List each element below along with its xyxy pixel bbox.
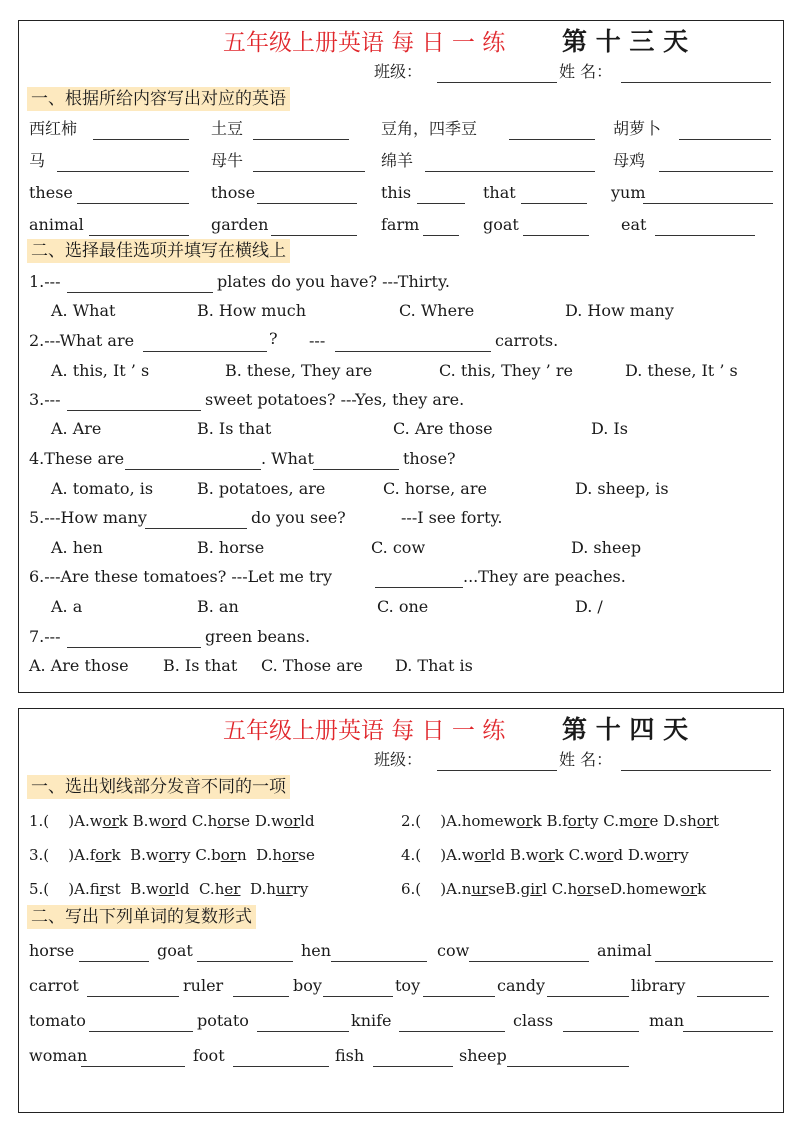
answer-paren[interactable]: ) bbox=[68, 846, 75, 864]
option[interactable]: C. Those are bbox=[261, 656, 363, 675]
answer-blank[interactable] bbox=[57, 171, 189, 172]
answer-blank[interactable] bbox=[89, 1031, 193, 1032]
answer-paren[interactable]: ) bbox=[68, 880, 75, 898]
question-number: 2.( bbox=[401, 812, 422, 830]
question-text: sweet potatoes? ---Yes, they are. bbox=[205, 390, 465, 409]
answer-blank[interactable] bbox=[399, 1031, 505, 1032]
option[interactable]: C. horse, are bbox=[383, 479, 487, 498]
answer-paren[interactable]: ) bbox=[440, 812, 447, 830]
plural-word: knife bbox=[351, 1011, 392, 1030]
vocab-word: 胡萝卜 bbox=[613, 119, 662, 138]
plural-word: toy bbox=[395, 976, 421, 995]
answer-blank[interactable] bbox=[145, 528, 247, 529]
phonics-question: 1.( )A.work B.word C.horse D.world bbox=[29, 812, 315, 830]
plural-word: class bbox=[513, 1011, 554, 1030]
vocab-word: animal bbox=[29, 215, 84, 234]
vocab-word: 母牛 bbox=[211, 151, 244, 170]
plural-word: fish bbox=[335, 1046, 365, 1065]
answer-blank[interactable] bbox=[331, 961, 427, 962]
day-label: 第 十 四 天 bbox=[562, 715, 689, 744]
question-text: . What bbox=[261, 449, 314, 468]
option[interactable]: D. sheep, is bbox=[575, 479, 669, 498]
vocab-word: 西红柿 bbox=[29, 119, 78, 138]
question-text: 5.---How many bbox=[29, 508, 147, 527]
question-text: 7.--- bbox=[29, 627, 61, 646]
section-heading: 二、写出下列单词的复数形式 bbox=[27, 905, 256, 929]
answer-blank[interactable] bbox=[547, 996, 629, 997]
answer-blank[interactable] bbox=[697, 996, 769, 997]
answer-blank[interactable] bbox=[521, 203, 587, 204]
plural-word: sheep bbox=[459, 1046, 507, 1065]
question-number: 4.( bbox=[401, 846, 422, 864]
answer-blank[interactable] bbox=[233, 996, 289, 997]
class-label: 班级： bbox=[374, 62, 423, 81]
plural-word: horse bbox=[29, 941, 75, 960]
phonics-question: 3.( )A.fork B.worry C.born D.horse bbox=[29, 846, 315, 864]
answer-blank[interactable] bbox=[563, 1031, 639, 1032]
option[interactable]: A. tomato, is bbox=[51, 479, 154, 498]
phonics-question: 5.( )A.first B.world C.her D.hurry bbox=[29, 880, 309, 898]
answer-blank[interactable] bbox=[323, 996, 393, 997]
plural-word: woman bbox=[29, 1046, 88, 1065]
section-heading: 一、根据所给内容写出对应的英语 bbox=[27, 87, 290, 111]
plural-word: man bbox=[649, 1011, 685, 1030]
plural-word: hen bbox=[301, 941, 332, 960]
answer-blank[interactable] bbox=[643, 203, 773, 204]
option[interactable]: D. sheep bbox=[571, 538, 642, 557]
answer-blank[interactable] bbox=[683, 1031, 773, 1032]
question-number: 6.( bbox=[401, 880, 422, 898]
answer-blank[interactable] bbox=[655, 235, 755, 236]
question-text: do you see? bbox=[251, 508, 346, 527]
worksheet-day-14 bbox=[18, 708, 784, 1113]
answer-blank[interactable] bbox=[417, 203, 465, 204]
answer-blank[interactable] bbox=[335, 351, 491, 352]
plural-word: boy bbox=[293, 976, 322, 995]
option[interactable]: D. Is bbox=[591, 419, 628, 438]
answer-blank[interactable] bbox=[93, 139, 189, 140]
vocab-word: 绵羊 bbox=[381, 151, 414, 170]
worksheet-title: 五年级上册英语 每 日 一 练 bbox=[223, 30, 506, 56]
vocab-word: those bbox=[211, 183, 256, 202]
worksheet-day-13 bbox=[18, 20, 784, 693]
question-text: 1.--- bbox=[29, 272, 61, 291]
name-label: 姓 名： bbox=[559, 62, 613, 81]
answer-blank[interactable] bbox=[79, 961, 149, 962]
plural-word: animal bbox=[597, 941, 652, 960]
answer-blank[interactable] bbox=[425, 171, 595, 172]
option[interactable]: C. Are those bbox=[393, 419, 493, 438]
option[interactable]: B. Is that bbox=[197, 419, 272, 438]
section-heading: 二、选择最佳选项并填写在横线上 bbox=[27, 239, 290, 263]
question-text: ? bbox=[269, 329, 278, 348]
vocab-word: yum bbox=[611, 183, 646, 202]
name-blank[interactable] bbox=[621, 770, 771, 771]
worksheet-title: 五年级上册英语 每 日 一 练 bbox=[223, 718, 506, 744]
answer-blank[interactable] bbox=[523, 235, 589, 236]
option[interactable]: A. Are bbox=[51, 419, 102, 438]
question-text: green beans. bbox=[205, 627, 311, 646]
answer-blank[interactable] bbox=[423, 996, 495, 997]
answer-blank[interactable] bbox=[423, 235, 459, 236]
option[interactable]: A. hen bbox=[51, 538, 103, 557]
vocab-word: 土豆 bbox=[211, 119, 244, 138]
class-blank[interactable] bbox=[437, 770, 557, 771]
answer-paren[interactable]: ) bbox=[440, 880, 447, 898]
option[interactable]: C. cow bbox=[371, 538, 426, 557]
day-label: 第 十 三 天 bbox=[562, 27, 689, 56]
name-blank[interactable] bbox=[621, 82, 771, 83]
option[interactable]: A. this, It ’ s bbox=[51, 361, 150, 380]
option[interactable]: A. a bbox=[51, 597, 83, 616]
option[interactable]: A. What bbox=[51, 301, 116, 320]
class-label: 班级： bbox=[374, 750, 423, 769]
class-blank[interactable] bbox=[437, 82, 557, 83]
answer-blank[interactable] bbox=[659, 171, 773, 172]
answer-blank[interactable] bbox=[253, 139, 349, 140]
answer-blank[interactable] bbox=[77, 203, 189, 204]
section-heading: 一、选出划线部分发音不同的一项 bbox=[27, 775, 290, 799]
question-text: carrots. bbox=[495, 331, 559, 350]
phonics-question: 2.( )A.homework B.forty C.more D.short bbox=[401, 812, 719, 830]
answer-blank[interactable] bbox=[509, 139, 595, 140]
answer-blank[interactable] bbox=[271, 235, 357, 236]
plural-word: potato bbox=[197, 1011, 249, 1030]
answer-blank[interactable] bbox=[233, 1066, 329, 1067]
option[interactable]: C. one bbox=[377, 597, 429, 616]
option[interactable]: D. / bbox=[575, 597, 603, 616]
answer-blank[interactable] bbox=[313, 469, 399, 470]
plural-word: carrot bbox=[29, 976, 79, 995]
answer-blank[interactable] bbox=[143, 351, 267, 352]
question-text: 6.---Are these tomatoes? ---Let me try bbox=[29, 567, 333, 586]
option[interactable]: A. Are those bbox=[29, 656, 129, 675]
phonics-question: 6.( )A.nurseB.girl C.horseD.homework bbox=[401, 880, 707, 898]
phonics-question: 4.( )A.world B.work C.word D.worry bbox=[401, 846, 689, 864]
vocab-word: garden bbox=[211, 215, 269, 234]
name-label: 姓 名： bbox=[559, 750, 613, 769]
vocab-word: these bbox=[29, 183, 73, 202]
vocab-word: farm bbox=[381, 215, 420, 234]
vocab-word: 马 bbox=[29, 151, 46, 170]
answer-blank[interactable] bbox=[89, 235, 189, 236]
question-text: 3.--- bbox=[29, 390, 61, 409]
option[interactable]: B. How much bbox=[197, 301, 307, 320]
option[interactable]: B. an bbox=[197, 597, 239, 616]
answer-blank[interactable] bbox=[81, 1066, 185, 1067]
answer-blank[interactable] bbox=[67, 410, 201, 411]
answer-paren[interactable]: ) bbox=[440, 846, 447, 864]
question-number: 3.( bbox=[29, 846, 50, 864]
plural-word: candy bbox=[497, 976, 546, 995]
option[interactable]: C. this, They ’ re bbox=[439, 361, 573, 380]
answer-blank[interactable] bbox=[679, 139, 771, 140]
vocab-word: 母鸡 bbox=[613, 151, 646, 170]
question-text: 2.---What are bbox=[29, 331, 135, 350]
question-number: 1.( bbox=[29, 812, 50, 830]
question-text: those? bbox=[403, 449, 456, 468]
option[interactable]: C. Where bbox=[399, 301, 475, 320]
vocab-word: goat bbox=[483, 215, 519, 234]
option[interactable]: B. horse bbox=[197, 538, 265, 557]
vocab-word: that bbox=[483, 183, 516, 202]
answer-blank[interactable] bbox=[507, 1066, 629, 1067]
vocab-word: eat bbox=[621, 215, 647, 234]
vocab-word: 豆角，四季豆 bbox=[381, 119, 478, 138]
answer-blank[interactable] bbox=[373, 1066, 453, 1067]
option[interactable]: B. Is that bbox=[163, 656, 238, 675]
answer-blank[interactable] bbox=[67, 292, 213, 293]
question-text: ...They are peaches. bbox=[463, 567, 626, 586]
answer-blank[interactable] bbox=[253, 171, 365, 172]
answer-paren[interactable]: ) bbox=[68, 812, 75, 830]
plural-word: library bbox=[631, 976, 686, 995]
answer-blank[interactable] bbox=[197, 961, 293, 962]
answer-blank[interactable] bbox=[125, 469, 261, 470]
vocab-word: this bbox=[381, 183, 412, 202]
plural-word: goat bbox=[157, 941, 193, 960]
answer-blank[interactable] bbox=[257, 203, 357, 204]
option[interactable]: D. That is bbox=[395, 656, 473, 675]
option[interactable]: D. How many bbox=[565, 301, 674, 320]
plural-word: foot bbox=[193, 1046, 225, 1065]
answer-blank[interactable] bbox=[87, 996, 179, 997]
question-text: --- bbox=[309, 331, 326, 350]
answer-blank[interactable] bbox=[257, 1031, 349, 1032]
question-text: ---I see forty. bbox=[401, 508, 503, 527]
option[interactable]: B. these, They are bbox=[225, 361, 373, 380]
option[interactable]: D. these, It ’ s bbox=[625, 361, 738, 380]
plural-word: cow bbox=[437, 941, 470, 960]
plural-word: tomato bbox=[29, 1011, 86, 1030]
option[interactable]: B. potatoes, are bbox=[197, 479, 326, 498]
answer-blank[interactable] bbox=[67, 647, 201, 648]
plural-word: ruler bbox=[183, 976, 224, 995]
answer-blank[interactable] bbox=[655, 961, 773, 962]
answer-blank[interactable] bbox=[375, 587, 463, 588]
question-number: 5.( bbox=[29, 880, 50, 898]
question-text: 4.These are bbox=[29, 449, 125, 468]
question-text: plates do you have? ---Thirty. bbox=[217, 272, 450, 291]
answer-blank[interactable] bbox=[469, 961, 589, 962]
